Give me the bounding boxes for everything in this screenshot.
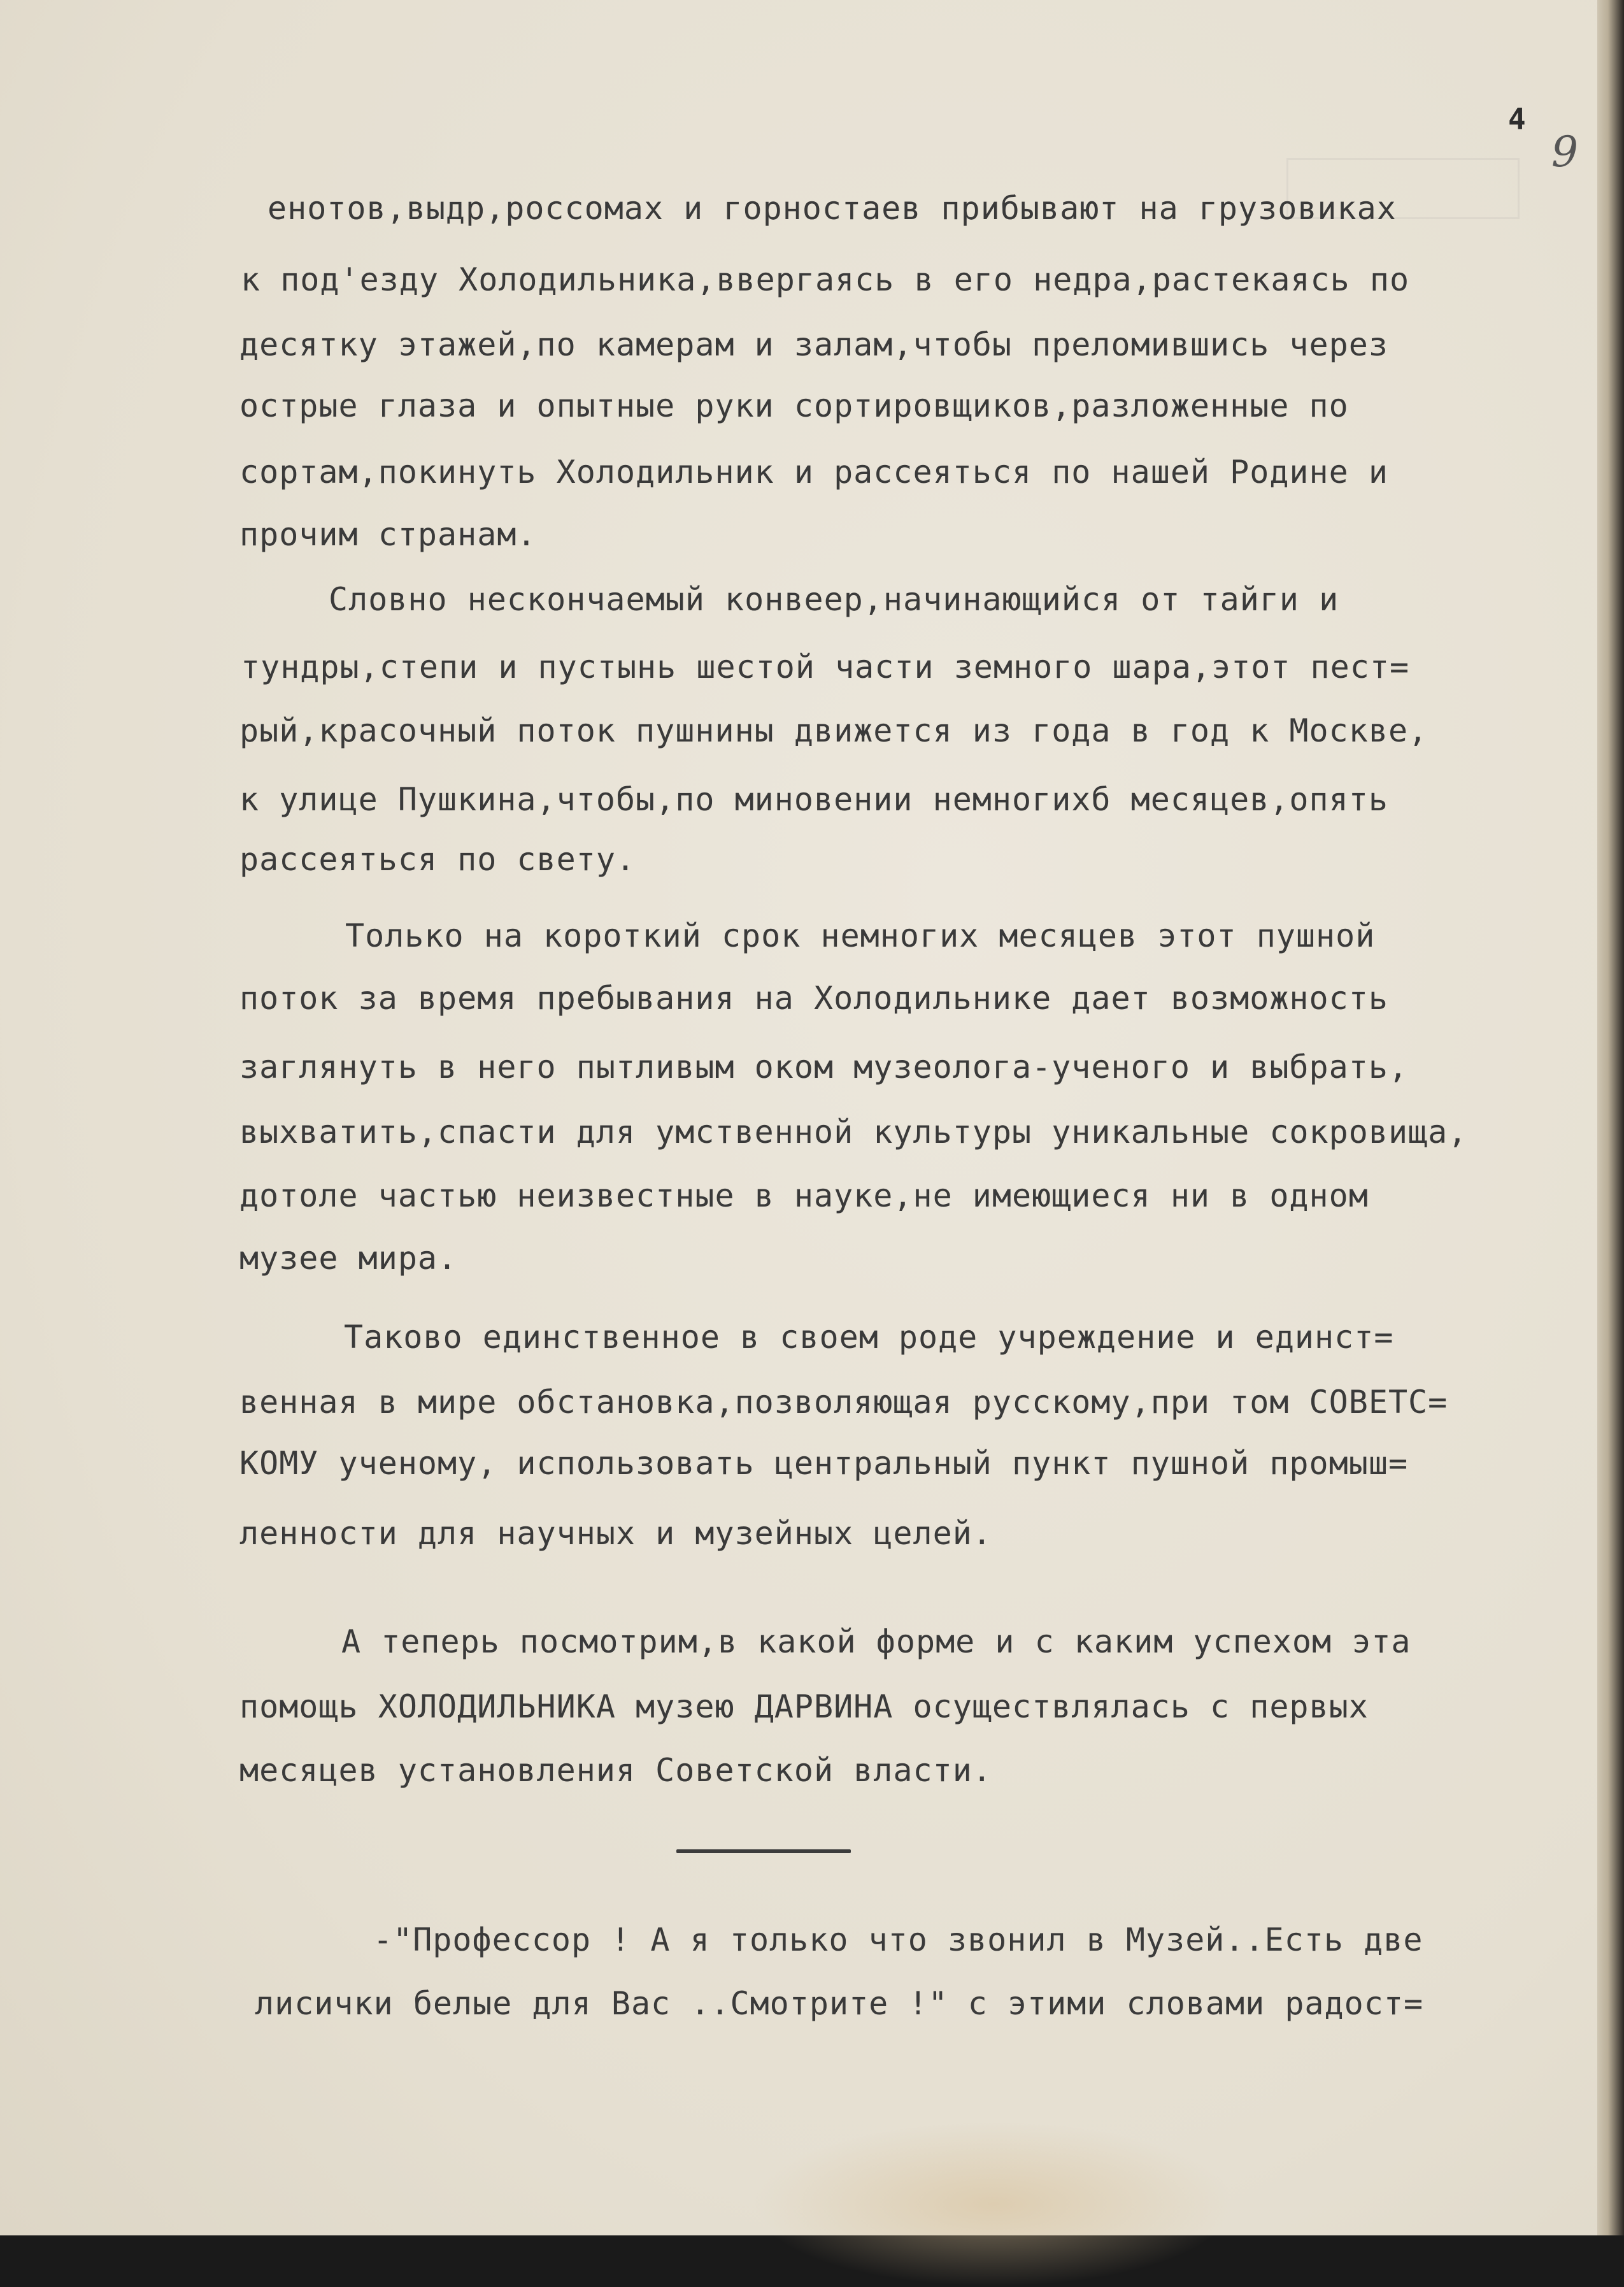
text-line: десятку этажей,по камерам и залам,чтобы преломившись через xyxy=(239,326,1388,363)
text-line: енотов,выдр,россомах и горностаев прибывают на грузовиках xyxy=(267,190,1397,227)
text-line: Только на короткий срок немногих месяцев этот пушной xyxy=(345,917,1376,954)
text-line: острые глаза и опытные руки сортировщиков,разложенные по xyxy=(239,387,1349,424)
text-line: Таково единственное в своем роде учреждение и единст= xyxy=(344,1319,1394,1356)
text-line: А теперь посмотрим,в какой форме и с каким успехом эта xyxy=(341,1623,1411,1660)
text-line: венная в мире обстановка,позволяющая русскому,при том СОВЕТС= xyxy=(239,1384,1448,1421)
text-line: рый,красочный поток пушнины движется из года в год к Москве, xyxy=(239,712,1428,749)
text-line: выхватить,спасти для умственной культуры уникальные сокровища, xyxy=(239,1114,1468,1151)
text-line: к улице Пушкина,чтобы,по миновении немногихб месяцев,опять xyxy=(239,781,1388,818)
text-line: дотоле частью неизвестные в науке,не имеющиеся ни в одном xyxy=(239,1177,1369,1214)
text-line: тундры,степи и пустынь шестой части земного шара,этот пест= xyxy=(241,649,1410,685)
paper-stain xyxy=(751,2121,1236,2287)
text-line: помощь ХОЛОДИЛЬНИКА музею ДАРВИНА осуществлялась с первых xyxy=(239,1688,1369,1725)
text-line: Словно нескончаемый конвеер,начинающийся от тайги и xyxy=(329,581,1339,618)
text-line: ленности для научных и музейных целей. xyxy=(239,1515,992,1552)
text-line: заглянуть в него пытливым оком музеолога-ученого и выбрать, xyxy=(239,1049,1409,1086)
text-line: сортам,покинуть Холодильник и рассеяться по нашей Родине и xyxy=(239,454,1388,491)
text-line: КОМУ ученому, использовать центральный пункт пушной промыш= xyxy=(239,1445,1409,1482)
text-line: к под'езду Холодильника,ввергаясь в его недра,растекаясь по xyxy=(241,261,1410,298)
page-number: 4 xyxy=(1508,102,1526,136)
text-line: музее мира. xyxy=(239,1240,458,1277)
section-divider xyxy=(676,1849,851,1853)
text-line: рассеяться по свету. xyxy=(239,841,636,878)
text-line: -"Профессор ! А я только что звонил в Музей..Есть две xyxy=(373,1921,1423,1958)
text-line: лисички белые для Вас ..Смотрите !" с этими словами радост= xyxy=(255,1985,1424,2022)
text-line: месяцев установления Советской власти. xyxy=(239,1752,992,1789)
handwritten-page-number: 9 xyxy=(1551,127,1578,176)
underlying-pages-edge xyxy=(1597,0,1624,2235)
text-line: прочим странам. xyxy=(239,516,537,553)
text-line: поток за время пребывания на Холодильнике дает возможность xyxy=(239,980,1388,1017)
